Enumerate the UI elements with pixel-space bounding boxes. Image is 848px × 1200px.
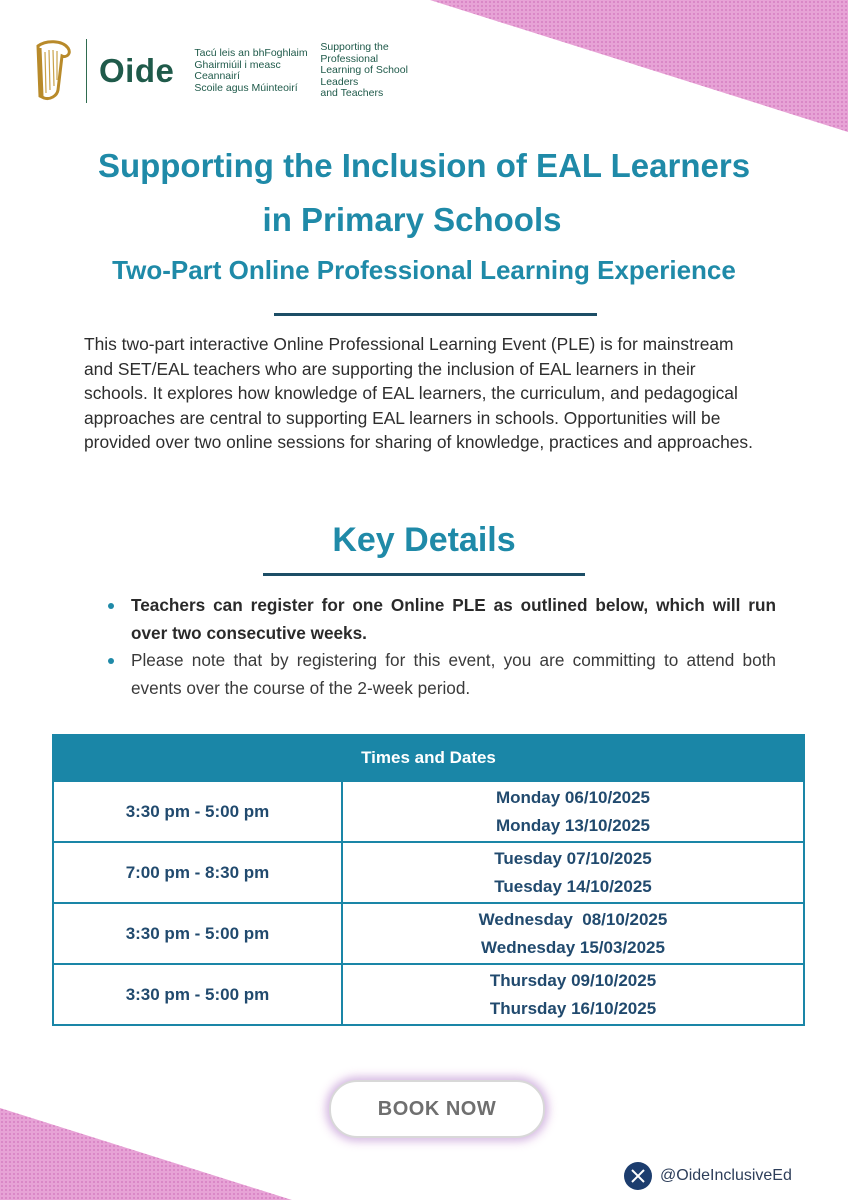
session-dates: Monday 06/10/2025 Monday 13/10/2025 [342, 781, 804, 842]
session-time: 7:00 pm - 8:30 pm [53, 842, 342, 903]
top-right-pink-triangle [430, 0, 848, 132]
list-item: Teachers can register for one Online PLE as outlined below, which will run over two consecutive weeks. [108, 592, 776, 647]
title-divider [274, 313, 597, 316]
table-row [53, 781, 804, 842]
intro-paragraph: This two-part interactive Online Professional Learning Event (PLE) is for mainstream and SET/EAL teachers who are supporting the inclusion of EAL learners in their schools. It explores how knowledge of EAL learners, the curriculum, and pedagogical approaches are central to supporting EAL learners in schools. Opportunities will be provided over two online sessions for sharing of knowledge, practices and approaches. [84, 334, 753, 452]
table-row [53, 903, 804, 964]
page-title-line-1: Supporting the Inclusion of EAL Learners [97, 147, 751, 184]
times-and-dates-table [52, 734, 805, 1026]
table-row [53, 964, 804, 1025]
key-details-divider [263, 573, 585, 576]
table-header: Times and Dates [53, 735, 804, 781]
session-dates: Wednesday 08/10/2025 Wednesday 15/03/2025 [342, 903, 804, 964]
session-dates: Thursday 09/10/2025 Thursday 16/10/2025 [342, 964, 804, 1025]
tagline-irish: Tacú leis an bhFoghlaim Ghairmiúil i measc Ceannairí Scoile agus Múinteoirí [194, 47, 308, 94]
brand-name: Oide [99, 52, 175, 89]
harp-logo-icon [28, 38, 76, 104]
page-subtitle: Two-Part Online Professional Learning Experience [112, 255, 736, 285]
session-time: 3:30 pm - 5:00 pm [53, 964, 342, 1025]
x-icon [624, 1162, 652, 1190]
header-divider [86, 39, 87, 103]
session-time: 3:30 pm - 5:00 pm [53, 903, 342, 964]
table-row [53, 842, 804, 903]
social-handle[interactable] [624, 1162, 792, 1190]
list-item: Please note that by registering for this event, you are committing to attend both events over the course of the 2-week period. [108, 647, 776, 702]
book-now-button[interactable]: BOOK NOW [329, 1080, 545, 1138]
tagline-english: Supporting the Professional Learning of School Leaders and Teachers [320, 41, 408, 100]
session-time: 3:30 pm - 5:00 pm [53, 781, 342, 842]
social-handle-text: @OideInclusiveEd [660, 1167, 792, 1184]
bottom-left-pink-triangle [0, 1108, 292, 1200]
key-details-list [108, 592, 776, 702]
key-details-heading: Key Details [332, 521, 516, 559]
header [28, 36, 446, 106]
page-title-line-2: in Primary Schools [262, 201, 562, 238]
session-dates: Tuesday 07/10/2025 Tuesday 14/10/2025 [342, 842, 804, 903]
